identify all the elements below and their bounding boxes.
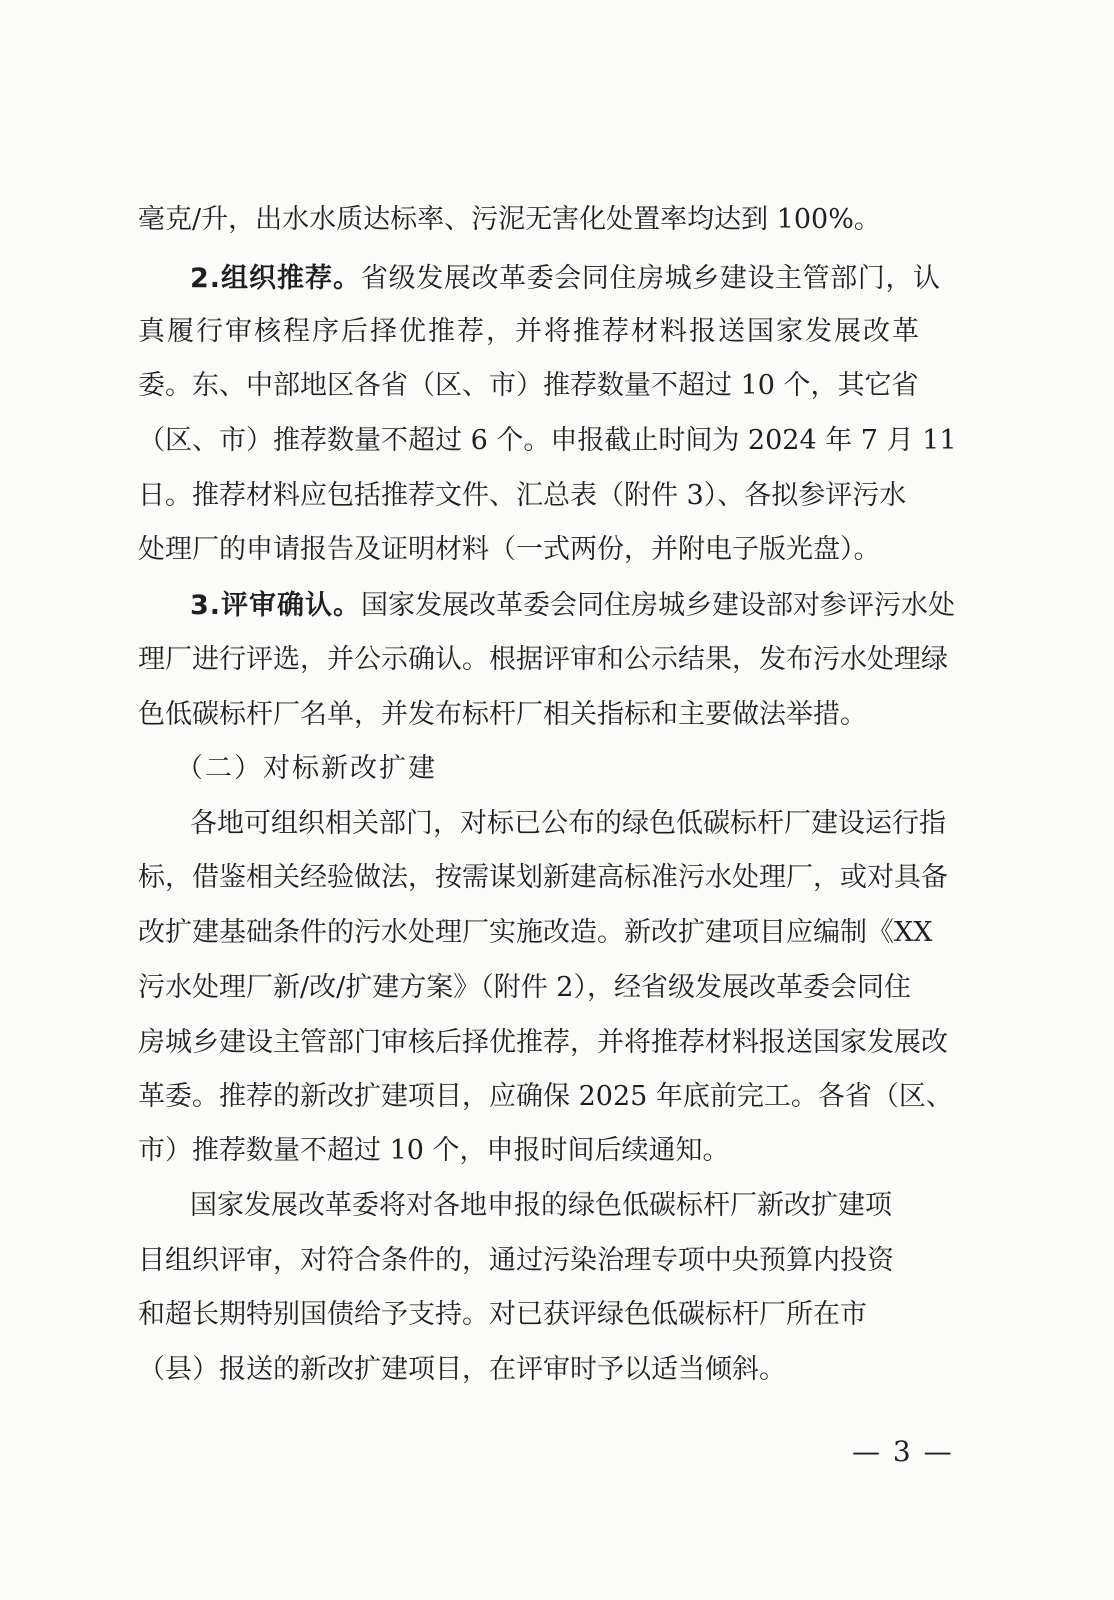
paragraph-organize-recommend-line-6: 处理厂的申请报告及证明材料（一式两份，并附电子版光盘）。 bbox=[138, 534, 881, 565]
paragraph-support-line-4: （县）报送的新改扩建项目，在评审时予以适当倾斜。 bbox=[138, 1354, 786, 1385]
section-heading: （二）对标新改扩建 bbox=[176, 753, 437, 784]
paragraph-review-confirm-line-2: 理厂进行评选，并公示确认。根据评审和公示结果，发布污水处理绿 bbox=[138, 644, 948, 675]
paragraph-benchmark-line-2: 标，借鉴相关经验做法，按需谋划新建高标准污水处理厂，或对具备 bbox=[138, 862, 948, 893]
paragraph-support-line-2: 目组织评审，对符合条件的，通过污染治理专项中央预算内投资 bbox=[138, 1245, 894, 1276]
paragraph-text: 省级发展改革委会同住房城乡建设主管部门，认 bbox=[361, 263, 941, 294]
paragraph-review-confirm-line-3: 色低碳标杆厂名单，并发布标杆厂相关指标和主要做法举措。 bbox=[138, 699, 867, 730]
paragraph-organize-recommend-line-4: （区、市）推荐数量不超过 6 个。申报截止时间为 2024 年 7 月 11 bbox=[138, 425, 957, 456]
paragraph-support-line-1: 国家发展改革委将对各地申报的绿色低碳标杆厂新改扩建项 bbox=[190, 1190, 892, 1221]
paragraph-text: 国家发展改革委会同住房城乡建设部对参评污水处 bbox=[361, 590, 956, 621]
paragraph-support-line-3: 和超长期特别国债给予支持。对已获评绿色低碳标杆厂所在市 bbox=[138, 1299, 867, 1330]
paragraph-benchmark-line-6: 革委。推荐的新改扩建项目，应确保 2025 年底前完工。各省（区、 bbox=[138, 1081, 953, 1112]
subheading-organize-recommend: 2.组织推荐。 bbox=[190, 263, 362, 294]
paragraph-benchmark-line-4: 污水处理厂新/改/扩建方案》（附件 2），经省级发展改革委会同住 bbox=[138, 972, 911, 1003]
paragraph-benchmark-line-7: 市）推荐数量不超过 10 个，申报时间后续通知。 bbox=[138, 1135, 730, 1166]
paragraph-benchmark-line-5: 房城乡建设主管部门审核后择优推荐，并将推荐材料报送国家发展改 bbox=[138, 1027, 948, 1058]
page-number: — 3 — bbox=[852, 1435, 954, 1468]
paragraph-review-confirm-line-1 bbox=[190, 590, 955, 622]
paragraph-organize-recommend-line-1 bbox=[190, 263, 941, 295]
paragraph-organize-recommend-line-5: 日。推荐材料应包括推荐文件、汇总表（附件 3）、各拟参评污水 bbox=[138, 480, 907, 511]
paragraph-benchmark-line-1: 各地可组织相关部门，对标已公布的绿色低碳标杆厂建设运行指 bbox=[190, 808, 946, 839]
paragraph-benchmark-line-3: 改扩建基础条件的污水处理厂实施改造。新改扩建项目应编制《XX bbox=[138, 917, 933, 948]
subheading-review-confirm: 3.评审确认。 bbox=[190, 590, 362, 621]
paragraph-organize-recommend-line-3: 委。东、中部地区各省（区、市）推荐数量不超过 10 个，其它省 bbox=[138, 370, 919, 401]
body-line-1: 毫克/升，出水水质达标率、污泥无害化处置率均达到 100%。 bbox=[138, 204, 881, 235]
paragraph-organize-recommend-line-2: 真履行审核程序后择优推荐，并将推荐材料报送国家发展改革 bbox=[138, 316, 921, 347]
